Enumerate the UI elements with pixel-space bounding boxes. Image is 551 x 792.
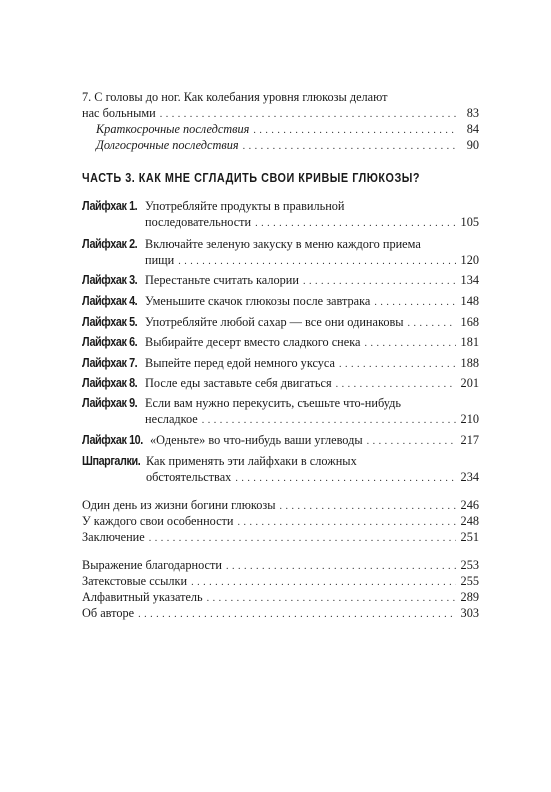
toc-entry-title: Краткосрочные последствия [96, 122, 250, 136]
toc-entry-title: Об авторе [82, 606, 135, 620]
toc-hack-2[interactable] [82, 236, 479, 252]
toc-page-number: 253 [460, 558, 479, 572]
toc-hack-4[interactable] [82, 293, 479, 311]
toc-hack-7[interactable] [82, 355, 479, 373]
toc-entry-title: последовательности [145, 215, 252, 229]
toc-page [82, 0, 479, 792]
dot-leader [339, 357, 456, 373]
hack-label: Лайфхак 5. [82, 315, 138, 329]
toc-entry-title: Затекстовые ссылки [82, 574, 188, 588]
toc-cheatsheets[interactable] [82, 453, 479, 469]
toc-page-number: 83 [466, 106, 479, 120]
toc-page-number: 234 [460, 470, 479, 484]
toc-page-number: 251 [460, 530, 479, 544]
dot-leader [408, 316, 456, 332]
toc-entry-title: Долгосрочные последствия [96, 138, 239, 152]
toc-hack-1[interactable] [82, 198, 479, 214]
toc-hack-10[interactable] [82, 432, 479, 450]
toc-page-number: 248 [460, 514, 479, 528]
toc-page-number: 188 [460, 356, 479, 370]
hack-label: Лайфхак 7. [82, 356, 138, 370]
toc-entry-title: Заключение [82, 530, 145, 544]
toc-hack-3[interactable] [82, 272, 479, 290]
part-heading: ЧАСТЬ 3. КАК МНЕ СГЛАДИТЬ СВОИ КРИВЫЕ ГЛЮКОЗЫ? [82, 171, 421, 185]
toc-subentry[interactable] [96, 137, 479, 155]
toc-entry[interactable] [82, 529, 479, 547]
toc-page-number: 84 [466, 122, 479, 136]
toc-page-number: 134 [460, 273, 479, 287]
toc-entry-title: Выбирайте десерт вместо сладкого снека [145, 335, 361, 349]
dot-leader [303, 274, 456, 290]
hack-label: Лайфхак 8. [82, 376, 138, 390]
toc-entry-title: Как применять эти лайфхаки в сложных [146, 454, 357, 468]
toc-entry[interactable] [82, 605, 479, 623]
toc-entry-title: Выражение благодарности [82, 558, 222, 572]
toc-hack-2-cont[interactable] [145, 252, 479, 270]
toc-hack-9[interactable] [82, 395, 479, 411]
toc-entry-title: несладкое [145, 412, 198, 426]
toc-page-number: 148 [460, 294, 479, 308]
toc-chapter7-line1[interactable] [82, 89, 479, 105]
dot-leader [367, 434, 456, 450]
toc-entry-title: нас больными [82, 106, 156, 120]
toc-entry-title: Употребляйте любой сахар — все они одинаковы [145, 315, 404, 329]
toc-hack-6[interactable] [82, 334, 479, 352]
dot-leader [202, 413, 456, 429]
toc-entry-title: У каждого свои особенности [82, 514, 234, 528]
toc-hack-1-cont[interactable] [145, 214, 479, 232]
toc-entry-title: обстоятельствах [146, 470, 232, 484]
toc-page-number: 255 [460, 574, 479, 588]
toc-page-number: 289 [460, 590, 479, 604]
hack-label: Лайфхак 2. [82, 237, 138, 251]
toc-page-number: 181 [460, 335, 479, 349]
hack-label: Лайфхак 6. [82, 335, 138, 349]
hack-label: Лайфхак 4. [82, 294, 138, 308]
toc-entry-title: Алфавитный указатель [82, 590, 203, 604]
dot-leader [178, 254, 455, 270]
toc-page-number: 246 [460, 498, 479, 512]
dot-leader [138, 607, 455, 623]
toc-entry-title: Один день из жизни богини глюкозы [82, 498, 276, 512]
toc-entry-title: Если вам нужно перекусить, съешьте что-нибудь [145, 396, 401, 410]
toc-page-number: 90 [466, 138, 479, 152]
toc-page-number: 217 [460, 433, 479, 447]
dot-leader [235, 471, 455, 487]
dot-leader [364, 336, 455, 352]
toc-hack-5[interactable] [82, 314, 479, 332]
toc-entry-title: Перестаньте считать калории [145, 273, 299, 287]
toc-entry-title: Уменьшите скачок глюкозы после завтрака [145, 294, 371, 308]
toc-page-number: 210 [460, 412, 479, 426]
hack-label: Лайфхак 9. [82, 396, 138, 410]
hack-label: Шпаргалки. [82, 454, 141, 468]
toc-entry-title: После еды заставьте себя двигаться [145, 376, 332, 390]
toc-entry-title: Употребляйте продукты в правильной [145, 199, 345, 213]
dot-leader [255, 216, 455, 232]
toc-entry-title: пищи [145, 253, 175, 267]
toc-hack-8[interactable] [82, 375, 479, 393]
toc-page-number: 168 [460, 315, 479, 329]
dot-leader [243, 139, 456, 155]
hack-label: Лайфхак 10. [82, 433, 143, 447]
toc-entry-title: «Оденьте» во что-нибудь ваши углеводы [150, 433, 363, 447]
toc-page-number: 120 [460, 253, 479, 267]
toc-page-number: 105 [460, 215, 479, 229]
toc-page-number: 303 [460, 606, 479, 620]
dot-leader [374, 295, 455, 311]
dot-leader [336, 377, 456, 393]
toc-entry-title: Выпейте перед едой немного уксуса [145, 356, 335, 370]
toc-entry-title: 7. С головы до ног. Как колебания уровня глюкозы делают [82, 90, 388, 104]
toc-hack-9-cont[interactable] [145, 411, 479, 429]
toc-page-number: 201 [460, 376, 479, 390]
dot-leader [149, 531, 456, 547]
toc-entry-title: Включайте зеленую закуску в меню каждого приема [145, 237, 421, 251]
hack-label: Лайфхак 1. [82, 199, 138, 213]
toc-cheatsheets-cont[interactable] [146, 469, 479, 487]
hack-label: Лайфхак 3. [82, 273, 138, 287]
